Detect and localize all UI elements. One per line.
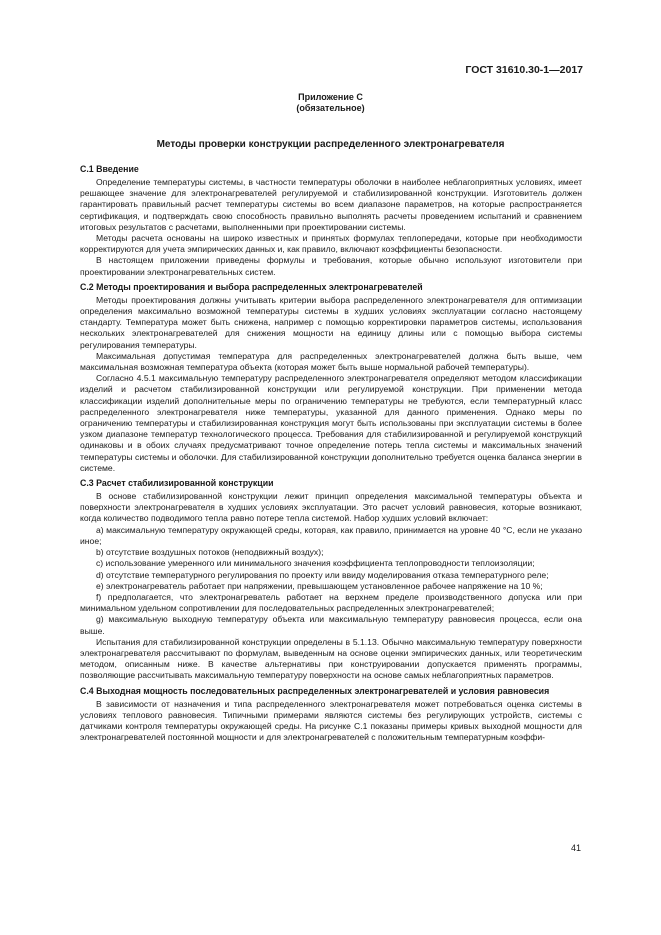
page-title: Методы проверки конструкции распределенного электронагревателя bbox=[156, 139, 505, 150]
page-number: 41 bbox=[570, 843, 581, 853]
paragraph: c) использование умеренного или минимального значения коэффициента теплопроводности теплоизоляции; bbox=[96, 558, 535, 569]
section-heading: С.2 Методы проектирования и выбора распределенных электронагревателей bbox=[80, 281, 423, 292]
paragraph: g) максимальную выходную температуру объекта или максимальную температуру равновесия процесса, если она выше. bbox=[80, 614, 582, 636]
paragraph: Определение температуры системы, в частности температуры оболочки в наиболее неблагоприятных условиях, имеет решающее значение для электронагревателей регулируемой и стабилизированной конструкции. Изготовитель должен гарантировать правильный расчет температуры системы во всем диапазоне параметров, на которые распространяется сертификация, и подтверждать свою способность правильно выполнять расчеты проведением испытаний и сравнением итоговых результатов с расчетами, выполненными при проектировании системы. bbox=[80, 177, 582, 232]
paragraph: В зависимости от назначения и типа распределенного электронагревателя может потребоваться оценка системы в условиях теплового равновесия. Типичными примерами являются системы без регулирующих устройств, системы с датчиками контроля температуры окружающей среды. На рисунке С.1 показаны примеры кривых выходной мощности для электронагревателей постоянной мощности и для электронагревателей с положительным температурным коэффи- bbox=[80, 698, 582, 743]
paragraph: f) предполагается, что электронагреватель работает на верхнем пределе производственного допуска или при минимальном удельном сопротивлении для последовательных распределенных электронагревателей; bbox=[80, 591, 582, 614]
paragraph: d) отсутствие температурного регулирования по проекту или ввиду моделирования отказа температурного реле; bbox=[96, 569, 549, 580]
paragraph: b) отсутствие воздушных потоков (неподвижный воздух); bbox=[96, 547, 324, 558]
paragraph: В основе стабилизированной конструкции лежит принцип определения максимальной температуры объекта и поверхности электронагревателя в худших условиях эксплуатации. Это расчет условий равновесия, которые возникают, когда количество подводимого тепла равно потере тепла системой. Набор худших условий включает: bbox=[80, 491, 582, 524]
appendix-subtitle: (обязательное) bbox=[296, 103, 365, 113]
section-heading: С.1 Введение bbox=[80, 164, 139, 174]
paragraph: Методы расчета основаны на широко известных и принятых формулах теплопередачи, которые при необходимости корректируются для учета эмпирических данных и, как правило, включают коэффициенты безопасности. bbox=[80, 233, 582, 255]
standard-number: ГОСТ 31610.30-1—2017 bbox=[465, 64, 583, 76]
paragraph: В настоящем приложении приведены формулы и требования, которые обычно используют изготовители при проектировании электронагревательных систем. bbox=[80, 255, 582, 277]
section-heading: С.3 Расчет стабилизированной конструкции bbox=[80, 478, 274, 489]
appendix-title: Приложение С bbox=[298, 92, 363, 102]
paragraph: а) максимальную температуру окружающей среды, которая, как правило, принимается на уровне 40 °С, если не указано иное; bbox=[80, 524, 582, 546]
paragraph: e) электронагреватель работает при напряжении, превышающем установленное рабочее напряжение на 10 %; bbox=[96, 580, 543, 591]
paragraph: Согласно 4.5.1 максимальную температуру распределенного электронагревателя определяют методом классификации изделий и расчетом стабилизированной конструкции или регулируемой конструкции. При применении метода классификации изделий дополнительные меры по ограничению температуры не требуются, если температурный класс распределенного электронагревателя ниже температуры, указанной для данного применения. Однако меры по ограничению температуры и стабилизированная конструкция могут быть использованы при эксплуатации системы в более узком диапазоне температур технологического процесса. Требования для стабилизированной и регулируемой конструкций одинаковы и в обоих случаях предусматривают точное определение потерь тепла системы и максимальных значений температуры системы и оболочки. Для стабилизированной конструкции дополнительно требуется оценка баланса энергии в системе. bbox=[80, 373, 582, 473]
paragraph: Испытания для стабилизированной конструкции определены в 5.1.13. Обычно максимальную температуру поверхности электронагревателя рассчитывают по формулам, выведенным на основе оценки эмпирических данных, или теоретическим методом, описанным ниже. В качестве альтернативы при конструировании допускается применять программы, позволяющие рассчитывать максимальную температуру поверхности на основе самых неблагоприятных параметров. bbox=[80, 636, 582, 681]
paragraph: Максимальная допустимая температура для распределенных электронагревателей должна быть выше, чем максимальная возможная температура объекта (которая может быть выше нормальной рабочей температуры). bbox=[80, 350, 582, 373]
document-body bbox=[80, 160, 582, 743]
section-heading: С.4 Выходная мощность последовательных распределенных электронагревателей и условия равновесия bbox=[80, 685, 550, 696]
paragraph: Методы проектирования должны учитывать критерии выбора распределенного электронагревателя для оптимизации определения максимально возможной температуры системы в худших условиях эксплуатации согласно настоящему стандарту. Температура может быть снижена, например с помощью корректировки параметров системы, использования нескольких электронагревателей для снижения мощности на единицу длины или с помощью выбора системы регулирования температуры. bbox=[80, 294, 582, 350]
